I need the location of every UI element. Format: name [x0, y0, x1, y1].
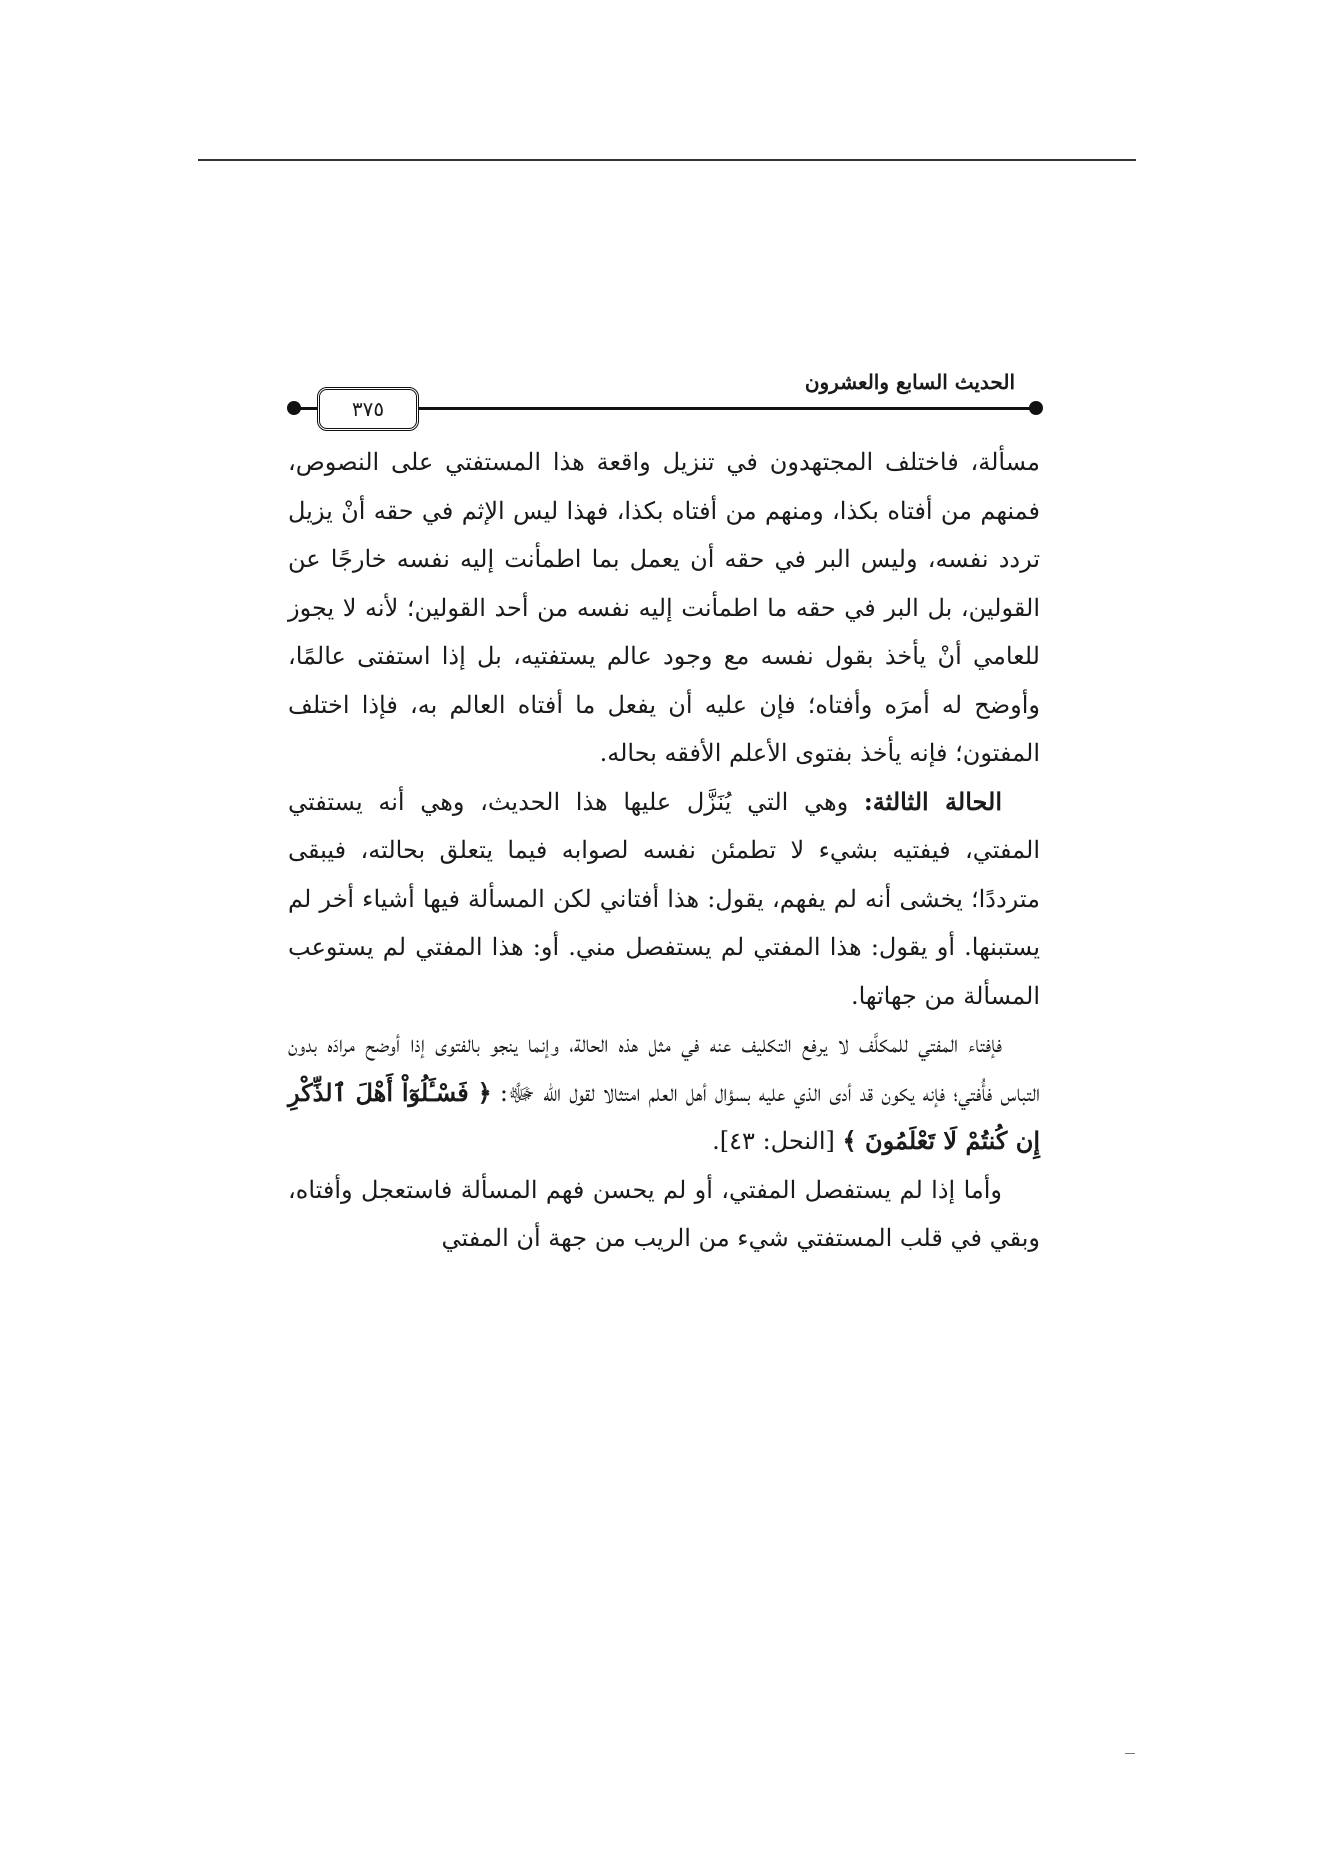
section-lead: الحالة الثالثة: [863, 786, 1003, 816]
verse-citation: [النحل: ٤٣]. [712, 1127, 843, 1155]
header-ornament-dot [287, 401, 301, 415]
paragraph: وأما إذا لم يستفصل المفتي، أو لم يحسن فهم المسألة فاستعجل وأفتاه، وبقي في قلب المستفتي شيء من الريب من جهة أن المفتي [288, 1175, 1040, 1252]
running-title: الحديث السابع والعشرون [804, 370, 1015, 394]
top-rule [198, 159, 1136, 161]
paragraph [288, 778, 1040, 1021]
header-ornament-dot [1029, 401, 1043, 415]
page-number: ٣٧٥ [351, 397, 385, 421]
page-body [288, 438, 1040, 1263]
scan-mark [1125, 1753, 1135, 1754]
page-number-frame [317, 387, 419, 431]
page-header [285, 362, 1045, 422]
paragraph: مسألة، فاختلف المجتهدون في تنزيل واقعة هذا المستفتي على النصوص، فمنهم من أفتاه بكذا، ومنهم من أفتاه بكذا، فهذا ليس الإثم في حقه أنْ يزيل تردد نفسه، وليس البر في حقه أن يعمل بما اطمأنت إليه نفسه خارجًا عن القولين، بل البر في حقه ما اطمأنت إليه نفسه من أحد القولين؛ لأنه لا يجوز للعامي أنْ يأخذ بقول نفسه مع وجود عالم يستفتيه، بل إذا استفتى عالمًا، وأوضح له أمرَه وأفتاه؛ فإن عليه أن يفعل ما أفتاه العالم به، فإذا اختلف المفتون؛ فإنه يأخذ بفتوى الأعلم الأفقه بحاله. [288, 448, 1040, 767]
paragraph-text: وهي التي يُنَزَّل عليها هذا الحديث، وهي أنه يستفتي المفتي، فيفتيه بشيء لا تطمئن نفسه لصوابه فيما يتعلق بحالته، فيبقى مترددًا؛ يخشى أنه لم يفهم، يقول: هذا أفتاني لكن المسألة فيها أشياء أخر لم يستبنها. أو يقول: هذا المفتي لم يستفصل مني. أو: هذا المفتي لم يستوعب المسألة من جهاتها. [288, 787, 1041, 1010]
quran-verse: ﴿ فَسْـَٔلُوٓاْ أَهْلَ ٱلذِّكْرِ إِن كُنتُمْ لَا تَعْلَمُونَ ﴾ [288, 1077, 1040, 1155]
paragraph-text: فإفتاء المفتي للمكلَّف لا يرفع التكليف عنه في مثل هذه الحالة، وإنما ينجو بالفتوى إذا أوضح مرادَه بدون التباس فأُفتي؛ فإنه يكون قد أدى الذي عليه بسؤال أهل العلم امتثالا لقول الله ﷻ: [288, 1030, 1040, 1107]
paragraph [288, 1020, 1040, 1166]
